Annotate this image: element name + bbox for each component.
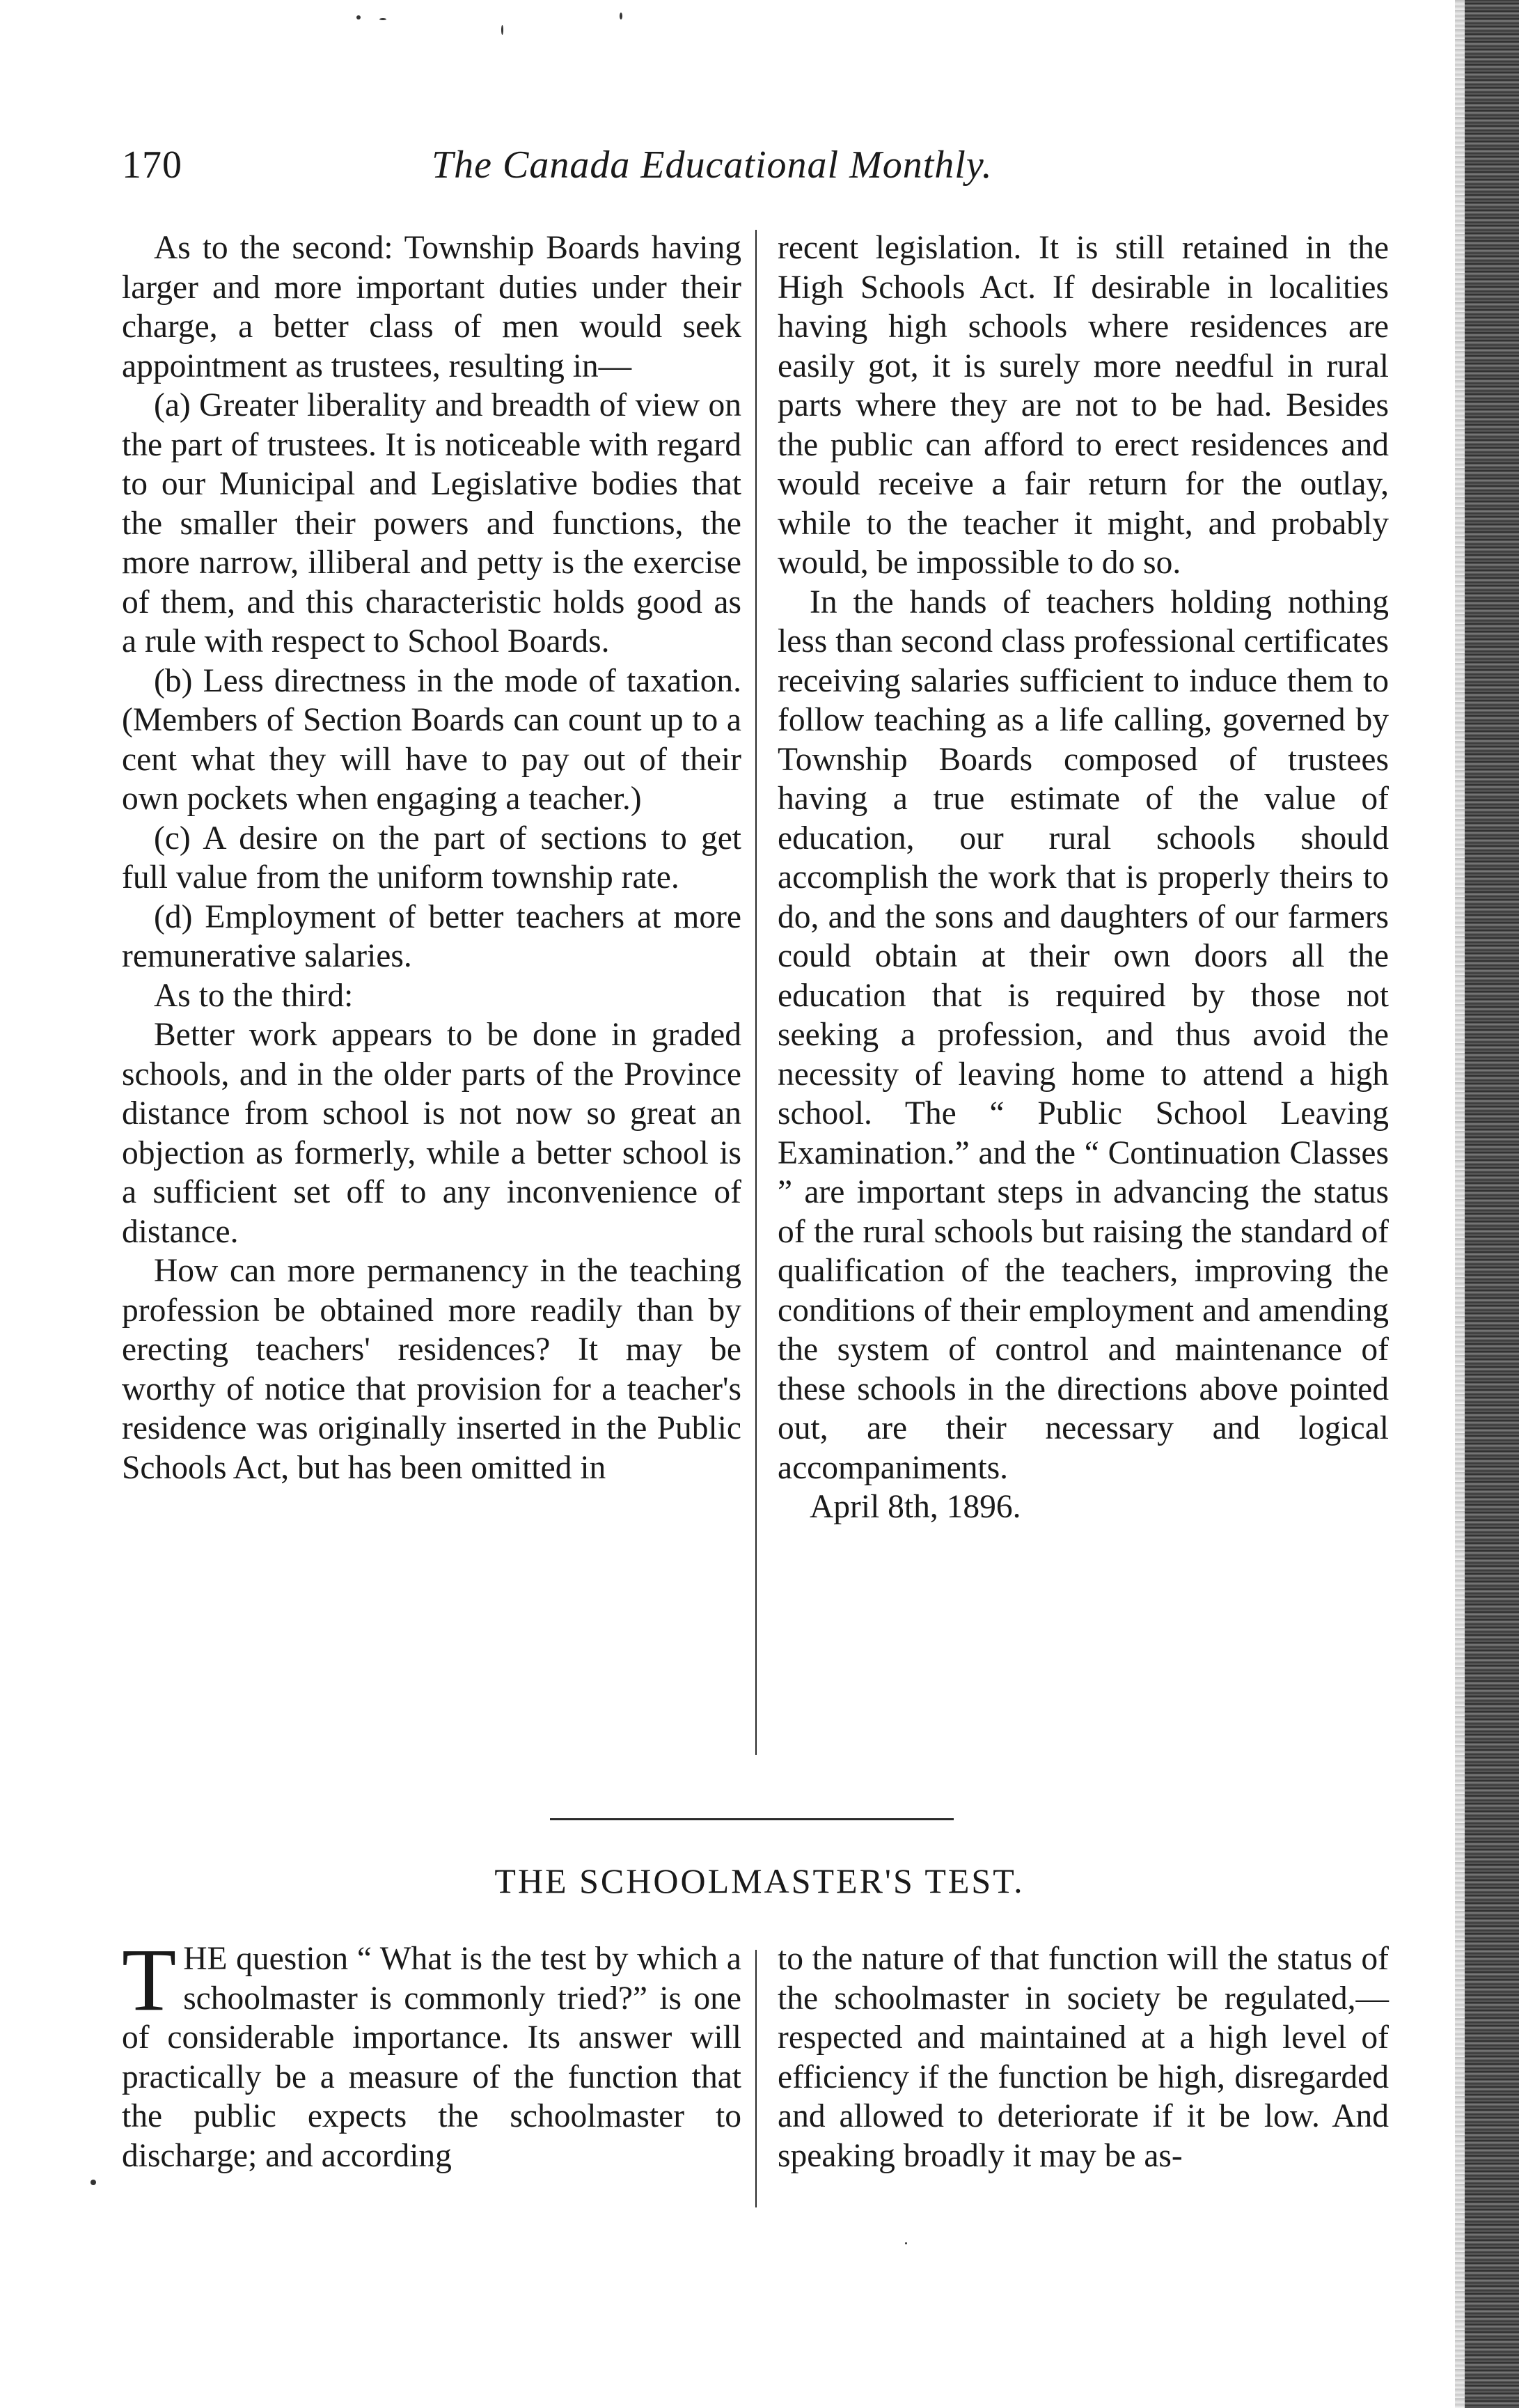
paragraph: (b) Less directness in the mode of taxation. (Members of Section Boards can count up to a cent what they will have to pay out of their own pockets when engaging a teacher.) [122,662,741,817]
drop-cap: T [122,1930,177,2029]
paragraph: As to the third: [154,977,354,1014]
column-divider [755,1950,757,2207]
scan-speck [356,15,361,19]
left-column-bottom [122,1930,741,2175]
scan-speck [379,18,386,20]
paragraph: (d) Employment of better teachers at more remunerative salaries. [122,898,741,974]
paragraph: recent legislation. It is still retained in the High Schools Act. If desirable in localities having high schools where residences are easily got, it is surely more needful in rural parts where they are not to be had. Besides the public can afford to erect residences and would receive a fair return for the outlay, while to the teacher it might, and probably would, be impossible to do so. [778,230,1389,581]
paragraph: (a) Greater liberality and breadth of view on the part of trustees. It is noticeable with regard to our Municipal and Legislative bodies that the smaller their powers and functions, the more narrow, illiberal and petty is the exercise of them, and this characteristic holds good as a rule with respect to School Boards. [122,387,741,659]
column-divider [755,230,757,1755]
date-line: April 8th, 1896. [810,1489,1021,1525]
paragraph: to the nature of that function will the status of the schoolmaster in society be regulated,—respected and maintained at a high level of efficiency if the function be high, disregarded and allowed to deteriorate if it be low. And speaking broadly it may be as- [778,1941,1389,2174]
paragraph-text: HE question “ What is the test by which a schoolmaster is commonly tried?” is one of considerable importance. Its answer will practically be a measure of the function that the public expects the schoolmaster to discharge; and according [122,1941,741,2174]
paragraph: Better work appears to be done in graded schools, and in the older parts of the Province distance from school is not now so great an objection as formerly, while a better school is a sufficient set off to any inconvenience of distance. [122,1017,741,1250]
paragraph: (c) A desire on the part of sections to get full value from the uniform township rate. [122,820,741,896]
paragraph [122,1930,741,2175]
binding-edge-scan-artifact [1465,0,1519,2408]
page-header [122,143,1096,198]
running-title: The Canada Educational Monthly. [432,143,993,187]
scan-speck [905,2242,907,2244]
right-column-bottom [778,1939,1389,2175]
page-number: 170 [122,143,182,187]
scan-speck [620,13,622,19]
paragraph: In the hands of teachers holding nothing less than second class professional certificates receiving salaries sufficient to induce them to follow teaching as a life calling, governed by Township Boards composed of trustees having a true estimate of the value of education, our rural schools should accomplish the work that is properly theirs to do, and the sons and daughters of our farmers could obtain at their own doors all the education that is required by those not seeking a profession, and thus avoid the necessity of leaving home to attend a high school. The “ Public School Leaving Examination.” and the “ Continuation Classes ” are important steps in advancing the status of the rural schools but raising the standard of qualification of the teachers, improving the conditions of their employment and amending the system of control and maintenance of these schools in the directions above pointed out, are their necessary and logical accompaniments. [778,584,1389,1486]
section-separator-rule [550,1818,954,1820]
scan-speck [501,25,503,35]
scan-speck [90,2180,96,2185]
right-column-top [778,228,1389,1527]
paragraph: How can more permanency in the teaching profession be obtained more readily than by erecting teachers' residences? It may be worthy of notice that provision for a teacher's residence was originally inserted in the Public Schools Act, but has been omitted in [122,1253,741,1486]
paragraph: As to the second: Township Boards having larger and more important duties under their charge, a better class of men would seek appointment as trustees, resulting in— [122,230,741,384]
left-column-top [122,228,741,1487]
section-title: THE SCHOOLMASTER'S TEST. [494,1861,1025,1900]
